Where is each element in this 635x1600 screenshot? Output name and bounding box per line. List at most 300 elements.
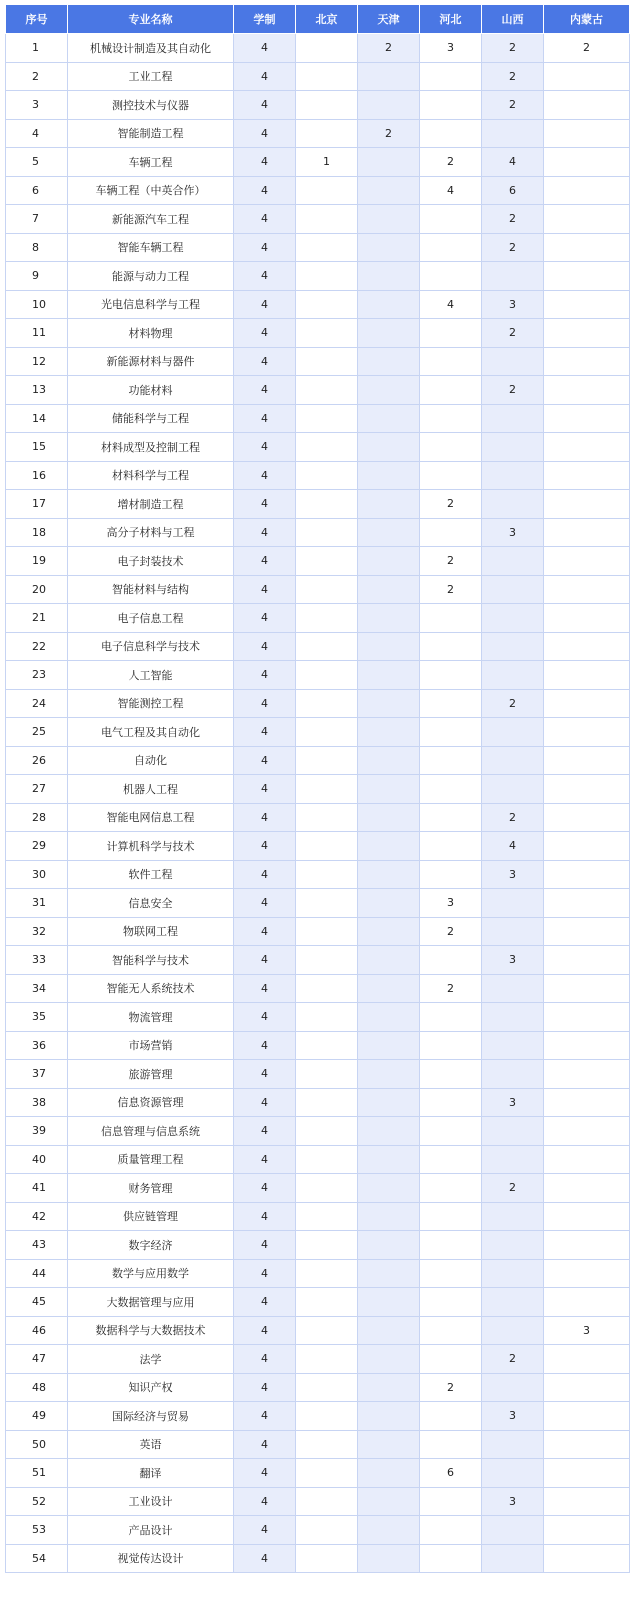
cell-major: 新能源材料与器件: [68, 347, 234, 376]
cell-beijing: [296, 1373, 358, 1402]
cell-neimenggu: [544, 1231, 630, 1260]
cell-duration: 4: [234, 1259, 296, 1288]
cell-index: 25: [6, 718, 68, 747]
cell-beijing: [296, 1430, 358, 1459]
table-row: [6, 1516, 630, 1545]
cell-hebei: [420, 1316, 482, 1345]
cell-beijing: [296, 347, 358, 376]
cell-tianjin: [358, 1402, 420, 1431]
cell-major: 质量管理工程: [68, 1145, 234, 1174]
cell-shanxi: 4: [482, 148, 544, 177]
cell-shanxi: [482, 1316, 544, 1345]
cell-tianjin: [358, 290, 420, 319]
cell-neimenggu: [544, 176, 630, 205]
cell-hebei: 2: [420, 1373, 482, 1402]
cell-tianjin: [358, 262, 420, 291]
table-row: [6, 433, 630, 462]
cell-duration: 4: [234, 518, 296, 547]
cell-duration: 4: [234, 119, 296, 148]
cell-index: 11: [6, 319, 68, 348]
cell-major: 数学与应用数学: [68, 1259, 234, 1288]
table-row: [6, 1003, 630, 1032]
cell-hebei: [420, 1031, 482, 1060]
cell-duration: 4: [234, 148, 296, 177]
cell-major: 物流管理: [68, 1003, 234, 1032]
table-row: [6, 91, 630, 120]
cell-major: 智能科学与技术: [68, 946, 234, 975]
cell-shanxi: 6: [482, 176, 544, 205]
cell-tianjin: [358, 1316, 420, 1345]
cell-index: 37: [6, 1060, 68, 1089]
cell-beijing: [296, 34, 358, 63]
cell-beijing: [296, 490, 358, 519]
cell-duration: 4: [234, 1516, 296, 1545]
header-shanxi: 山西: [482, 5, 544, 34]
cell-tianjin: [358, 946, 420, 975]
cell-major: 财务管理: [68, 1174, 234, 1203]
cell-duration: 4: [234, 860, 296, 889]
cell-hebei: 2: [420, 148, 482, 177]
cell-hebei: 2: [420, 575, 482, 604]
cell-major: 电子信息科学与技术: [68, 632, 234, 661]
header-neimenggu: 内蒙古: [544, 5, 630, 34]
cell-neimenggu: [544, 860, 630, 889]
cell-shanxi: 2: [482, 233, 544, 262]
cell-beijing: [296, 974, 358, 1003]
table-row: [6, 1202, 630, 1231]
cell-index: 50: [6, 1430, 68, 1459]
cell-index: 15: [6, 433, 68, 462]
cell-hebei: [420, 347, 482, 376]
cell-index: 10: [6, 290, 68, 319]
cell-duration: 4: [234, 1544, 296, 1573]
cell-major: 车辆工程: [68, 148, 234, 177]
cell-shanxi: 3: [482, 1088, 544, 1117]
cell-tianjin: [358, 62, 420, 91]
header-hebei: 河北: [420, 5, 482, 34]
header-beijing: 北京: [296, 5, 358, 34]
cell-neimenggu: [544, 1202, 630, 1231]
table-row: [6, 262, 630, 291]
cell-beijing: [296, 433, 358, 462]
cell-duration: 4: [234, 1031, 296, 1060]
cell-hebei: [420, 803, 482, 832]
cell-hebei: 6: [420, 1459, 482, 1488]
cell-hebei: [420, 632, 482, 661]
cell-shanxi: [482, 889, 544, 918]
cell-major: 材料成型及控制工程: [68, 433, 234, 462]
cell-major: 大数据管理与应用: [68, 1288, 234, 1317]
cell-major: 材料科学与工程: [68, 461, 234, 490]
cell-beijing: [296, 1003, 358, 1032]
cell-major: 英语: [68, 1430, 234, 1459]
cell-hebei: [420, 1288, 482, 1317]
cell-tianjin: [358, 1174, 420, 1203]
cell-hebei: [420, 689, 482, 718]
cell-neimenggu: [544, 547, 630, 576]
cell-major: 法学: [68, 1345, 234, 1374]
cell-shanxi: [482, 575, 544, 604]
cell-beijing: [296, 176, 358, 205]
cell-hebei: [420, 718, 482, 747]
cell-index: 36: [6, 1031, 68, 1060]
cell-beijing: [296, 404, 358, 433]
cell-duration: 4: [234, 746, 296, 775]
cell-hebei: [420, 119, 482, 148]
cell-neimenggu: [544, 233, 630, 262]
cell-major: 信息安全: [68, 889, 234, 918]
cell-index: 23: [6, 661, 68, 690]
cell-major: 数字经济: [68, 1231, 234, 1260]
table-row: [6, 1373, 630, 1402]
cell-neimenggu: [544, 1003, 630, 1032]
table-row: [6, 860, 630, 889]
cell-index: 21: [6, 604, 68, 633]
cell-major: 测控技术与仪器: [68, 91, 234, 120]
table-row: [6, 718, 630, 747]
cell-index: 40: [6, 1145, 68, 1174]
cell-major: 翻译: [68, 1459, 234, 1488]
cell-beijing: [296, 689, 358, 718]
cell-neimenggu: [544, 718, 630, 747]
cell-duration: 4: [234, 1174, 296, 1203]
cell-tianjin: [358, 205, 420, 234]
cell-shanxi: 3: [482, 1487, 544, 1516]
cell-major: 旅游管理: [68, 1060, 234, 1089]
cell-beijing: [296, 1402, 358, 1431]
table-row: [6, 461, 630, 490]
cell-beijing: [296, 547, 358, 576]
cell-shanxi: [482, 1003, 544, 1032]
cell-duration: 4: [234, 62, 296, 91]
cell-duration: 4: [234, 233, 296, 262]
cell-hebei: 3: [420, 34, 482, 63]
cell-major: 光电信息科学与工程: [68, 290, 234, 319]
cell-shanxi: [482, 746, 544, 775]
table-row: [6, 946, 630, 975]
cell-tianjin: [358, 319, 420, 348]
cell-shanxi: [482, 1117, 544, 1146]
cell-hebei: [420, 1202, 482, 1231]
cell-tianjin: [358, 832, 420, 861]
table-row: [6, 803, 630, 832]
cell-duration: 4: [234, 1145, 296, 1174]
cell-beijing: [296, 575, 358, 604]
cell-shanxi: 2: [482, 34, 544, 63]
cell-beijing: [296, 461, 358, 490]
cell-hebei: [420, 1117, 482, 1146]
cell-index: 48: [6, 1373, 68, 1402]
cell-tianjin: [358, 91, 420, 120]
cell-neimenggu: [544, 62, 630, 91]
cell-beijing: [296, 1345, 358, 1374]
cell-major: 智能无人系统技术: [68, 974, 234, 1003]
cell-beijing: [296, 62, 358, 91]
cell-beijing: [296, 319, 358, 348]
cell-neimenggu: [544, 803, 630, 832]
cell-neimenggu: [544, 1459, 630, 1488]
cell-hebei: [420, 233, 482, 262]
cell-shanxi: 2: [482, 62, 544, 91]
cell-duration: 4: [234, 1088, 296, 1117]
cell-tianjin: [358, 1231, 420, 1260]
cell-index: 7: [6, 205, 68, 234]
cell-shanxi: [482, 1430, 544, 1459]
cell-major: 市场营销: [68, 1031, 234, 1060]
cell-neimenggu: [544, 490, 630, 519]
cell-neimenggu: [544, 91, 630, 120]
cell-duration: 4: [234, 91, 296, 120]
cell-neimenggu: [544, 1088, 630, 1117]
cell-hebei: [420, 1259, 482, 1288]
cell-tianjin: [358, 404, 420, 433]
cell-neimenggu: [544, 1430, 630, 1459]
cell-tianjin: [358, 1060, 420, 1089]
cell-hebei: 4: [420, 176, 482, 205]
cell-neimenggu: [544, 917, 630, 946]
cell-shanxi: [482, 1060, 544, 1089]
cell-tianjin: [358, 889, 420, 918]
cell-hebei: [420, 319, 482, 348]
cell-major: 信息资源管理: [68, 1088, 234, 1117]
cell-shanxi: 3: [482, 860, 544, 889]
cell-tianjin: [358, 718, 420, 747]
cell-duration: 4: [234, 604, 296, 633]
cell-shanxi: [482, 1373, 544, 1402]
cell-index: 24: [6, 689, 68, 718]
cell-index: 26: [6, 746, 68, 775]
table-row: [6, 490, 630, 519]
cell-tianjin: [358, 233, 420, 262]
table-row: [6, 176, 630, 205]
cell-major: 信息管理与信息系统: [68, 1117, 234, 1146]
cell-beijing: [296, 661, 358, 690]
cell-hebei: [420, 1003, 482, 1032]
cell-duration: 4: [234, 319, 296, 348]
cell-neimenggu: [544, 461, 630, 490]
cell-beijing: [296, 1060, 358, 1089]
cell-major: 车辆工程（中英合作）: [68, 176, 234, 205]
cell-shanxi: [482, 1231, 544, 1260]
cell-major: 知识产权: [68, 1373, 234, 1402]
cell-index: 49: [6, 1402, 68, 1431]
cell-index: 14: [6, 404, 68, 433]
cell-tianjin: [358, 376, 420, 405]
cell-major: 机器人工程: [68, 775, 234, 804]
cell-hebei: [420, 91, 482, 120]
cell-duration: 4: [234, 433, 296, 462]
cell-hebei: [420, 1088, 482, 1117]
cell-major: 供应链管理: [68, 1202, 234, 1231]
cell-index: 12: [6, 347, 68, 376]
cell-shanxi: [482, 1145, 544, 1174]
cell-duration: 4: [234, 1288, 296, 1317]
cell-index: 52: [6, 1487, 68, 1516]
cell-beijing: [296, 1174, 358, 1203]
cell-shanxi: [482, 1288, 544, 1317]
cell-neimenggu: [544, 433, 630, 462]
cell-shanxi: [482, 490, 544, 519]
cell-shanxi: [482, 461, 544, 490]
cell-beijing: [296, 860, 358, 889]
header-index: 序号: [6, 5, 68, 34]
cell-shanxi: 2: [482, 689, 544, 718]
cell-major: 视觉传达设计: [68, 1544, 234, 1573]
header-tianjin: 天津: [358, 5, 420, 34]
cell-duration: 4: [234, 1373, 296, 1402]
table-row: [6, 1145, 630, 1174]
cell-tianjin: [358, 1459, 420, 1488]
cell-hebei: [420, 661, 482, 690]
cell-shanxi: 4: [482, 832, 544, 861]
cell-beijing: [296, 775, 358, 804]
cell-beijing: [296, 1145, 358, 1174]
cell-duration: 4: [234, 404, 296, 433]
cell-tianjin: [358, 518, 420, 547]
table-container: [5, 5, 630, 1573]
cell-beijing: [296, 1459, 358, 1488]
cell-shanxi: [482, 262, 544, 291]
cell-index: 28: [6, 803, 68, 832]
cell-major: 储能科学与工程: [68, 404, 234, 433]
cell-duration: 4: [234, 376, 296, 405]
cell-neimenggu: [544, 832, 630, 861]
cell-index: 44: [6, 1259, 68, 1288]
cell-hebei: 2: [420, 917, 482, 946]
table-row: [6, 746, 630, 775]
table-row: [6, 917, 630, 946]
cell-index: 47: [6, 1345, 68, 1374]
cell-index: 51: [6, 1459, 68, 1488]
cell-neimenggu: [544, 661, 630, 690]
table-row: [6, 575, 630, 604]
cell-shanxi: [482, 547, 544, 576]
cell-tianjin: [358, 775, 420, 804]
cell-shanxi: [482, 632, 544, 661]
cell-index: 8: [6, 233, 68, 262]
cell-shanxi: 3: [482, 1402, 544, 1431]
cell-major: 工业设计: [68, 1487, 234, 1516]
cell-beijing: [296, 1259, 358, 1288]
cell-beijing: [296, 632, 358, 661]
cell-index: 3: [6, 91, 68, 120]
cell-tianjin: [358, 176, 420, 205]
cell-shanxi: [482, 1202, 544, 1231]
cell-tianjin: [358, 1544, 420, 1573]
table-row: [6, 34, 630, 63]
cell-duration: 4: [234, 1060, 296, 1089]
cell-hebei: 2: [420, 547, 482, 576]
table-row: [6, 376, 630, 405]
cell-major: 电子封装技术: [68, 547, 234, 576]
cell-duration: 4: [234, 34, 296, 63]
cell-hebei: [420, 832, 482, 861]
cell-neimenggu: [544, 1345, 630, 1374]
cell-beijing: [296, 1516, 358, 1545]
cell-hebei: [420, 461, 482, 490]
cell-neimenggu: [544, 1487, 630, 1516]
cell-neimenggu: [544, 347, 630, 376]
cell-index: 4: [6, 119, 68, 148]
cell-hebei: [420, 518, 482, 547]
cell-shanxi: [482, 404, 544, 433]
cell-index: 35: [6, 1003, 68, 1032]
cell-beijing: [296, 718, 358, 747]
cell-duration: 4: [234, 1003, 296, 1032]
cell-neimenggu: [544, 1373, 630, 1402]
cell-beijing: [296, 1288, 358, 1317]
table-row: [6, 1259, 630, 1288]
cell-shanxi: [482, 917, 544, 946]
cell-tianjin: [358, 1487, 420, 1516]
cell-neimenggu: [544, 974, 630, 1003]
table-row: [6, 319, 630, 348]
cell-major: 国际经济与贸易: [68, 1402, 234, 1431]
table-row: [6, 1430, 630, 1459]
cell-hebei: [420, 860, 482, 889]
cell-index: 46: [6, 1316, 68, 1345]
cell-index: 41: [6, 1174, 68, 1203]
cell-neimenggu: [544, 575, 630, 604]
cell-duration: 4: [234, 832, 296, 861]
cell-beijing: [296, 1117, 358, 1146]
cell-index: 6: [6, 176, 68, 205]
table-row: [6, 347, 630, 376]
cell-beijing: [296, 119, 358, 148]
cell-shanxi: [482, 661, 544, 690]
table-row: [6, 1288, 630, 1317]
cell-neimenggu: [544, 1145, 630, 1174]
cell-beijing: [296, 746, 358, 775]
cell-neimenggu: [544, 262, 630, 291]
cell-duration: 4: [234, 661, 296, 690]
cell-beijing: [296, 946, 358, 975]
cell-index: 29: [6, 832, 68, 861]
table-row: [6, 547, 630, 576]
cell-duration: 4: [234, 1202, 296, 1231]
cell-major: 人工智能: [68, 661, 234, 690]
cell-hebei: [420, 1231, 482, 1260]
cell-index: 17: [6, 490, 68, 519]
cell-index: 20: [6, 575, 68, 604]
table-row: [6, 1174, 630, 1203]
cell-duration: 4: [234, 1459, 296, 1488]
cell-hebei: 2: [420, 490, 482, 519]
cell-hebei: [420, 1402, 482, 1431]
cell-beijing: [296, 376, 358, 405]
cell-index: 38: [6, 1088, 68, 1117]
cell-neimenggu: [544, 775, 630, 804]
cell-index: 39: [6, 1117, 68, 1146]
cell-shanxi: 2: [482, 803, 544, 832]
header-duration: 学制: [234, 5, 296, 34]
cell-tianjin: 2: [358, 34, 420, 63]
table-row: [6, 604, 630, 633]
cell-index: 54: [6, 1544, 68, 1573]
cell-index: 13: [6, 376, 68, 405]
cell-beijing: [296, 803, 358, 832]
cell-tianjin: [358, 661, 420, 690]
cell-hebei: 2: [420, 974, 482, 1003]
cell-major: 智能电网信息工程: [68, 803, 234, 832]
cell-duration: 4: [234, 490, 296, 519]
cell-index: 45: [6, 1288, 68, 1317]
cell-duration: 4: [234, 775, 296, 804]
table-row: [6, 1231, 630, 1260]
cell-major: 智能车辆工程: [68, 233, 234, 262]
cell-beijing: [296, 1544, 358, 1573]
cell-shanxi: [482, 775, 544, 804]
